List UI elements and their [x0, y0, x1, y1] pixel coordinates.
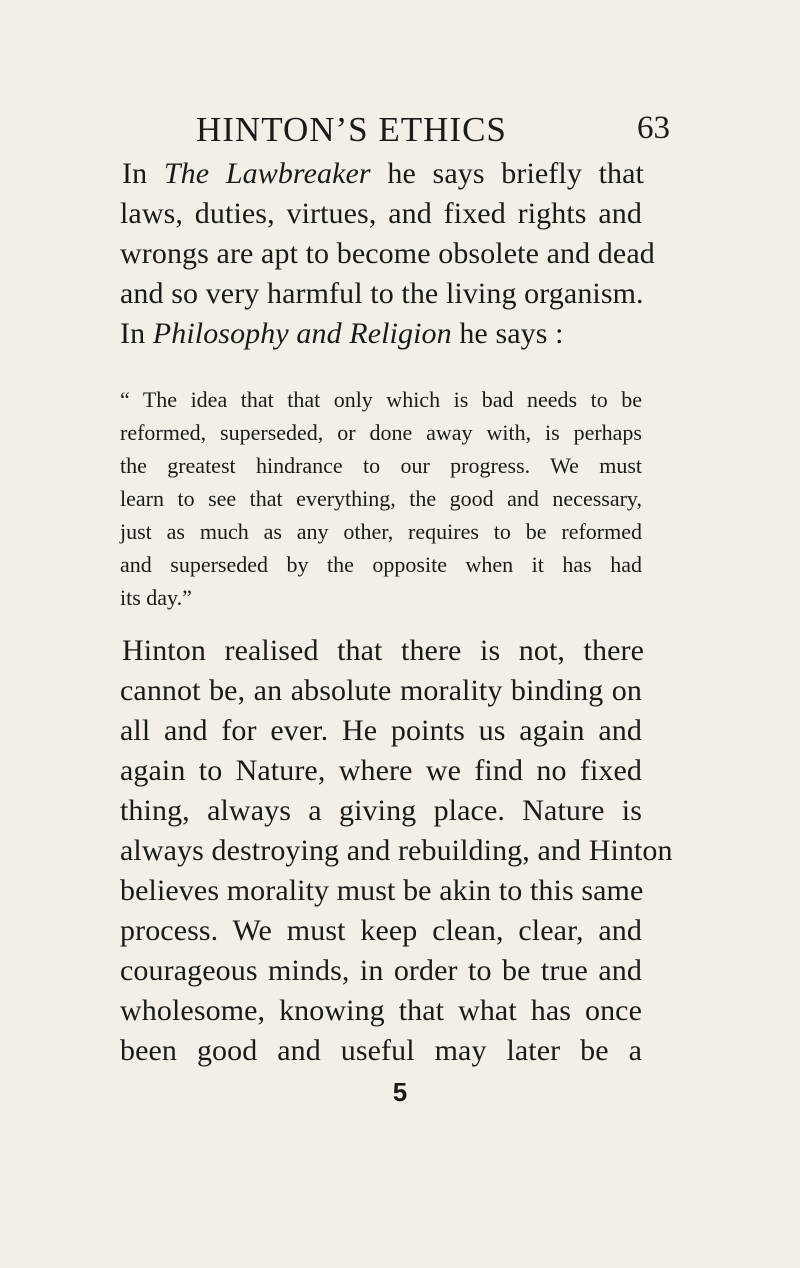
paragraph-1-line-3: wrongs are apt to become obsolete and dead: [120, 237, 655, 270]
running-title: HINTON’S ETHICS: [196, 110, 507, 149]
paragraph-1-line-5: [120, 317, 642, 351]
book-title-the-lawbreaker: The Lawbreaker: [163, 157, 371, 190]
quote-line-1: “ The idea that that only which is bad needs to be: [120, 387, 642, 412]
paragraph-2-line-10: wholesome, knowing that what has once: [120, 994, 642, 1027]
paragraph-2-line-6: always destroying and rebuilding, and Hinton: [120, 834, 673, 867]
quote-line-2: reformed, superseded, or done away with, is perhaps: [120, 420, 642, 445]
text-run: In: [120, 317, 153, 350]
paragraph-1-line-2: laws, duties, virtues, and fixed rights and: [120, 197, 642, 230]
paragraph-2-line-1: Hinton realised that there is not, there: [122, 634, 644, 667]
paragraph-2-line-3: all and for ever. He points us again and: [120, 714, 642, 747]
quote-line-4: learn to see that everything, the good and necessary,: [120, 486, 642, 511]
quote-line-6: and superseded by the opposite when it has had: [120, 552, 642, 577]
paragraph-2-line-5: thing, always a giving place. Nature is: [120, 794, 642, 827]
text-run: he says :: [451, 317, 564, 350]
signature-mark: 5: [392, 1077, 408, 1107]
quote-line-3: the greatest hindrance to our progress. We must: [120, 453, 642, 478]
quote-line-5: just as much as any other, requires to be reformed: [120, 519, 642, 544]
book-title-philosophy-and-religion: Philosophy and Religion: [152, 317, 452, 350]
page-number: 63: [637, 110, 670, 146]
paragraph-2-line-4: again to Nature, where we find no fixed: [120, 754, 642, 787]
paragraph-2-line-8: process. We must keep clean, clear, and: [120, 914, 642, 947]
paragraph-2-line-2: cannot be, an absolute morality binding on: [120, 674, 642, 707]
text-run: In: [122, 157, 164, 190]
text-run: he says briefly that: [370, 157, 644, 190]
paragraph-2-line-7: believes morality must be akin to this same: [120, 874, 644, 907]
paragraph-1-line-1: [120, 157, 644, 191]
paragraph-2-line-11: been good and useful may later be a: [120, 1034, 642, 1067]
paragraph-2-line-9: courageous minds, in order to be true and: [120, 954, 642, 987]
running-head: [168, 110, 670, 150]
quote-line-7: its day.”: [120, 585, 192, 610]
paragraph-1-line-4: and so very harmful to the living organism.: [120, 277, 644, 310]
